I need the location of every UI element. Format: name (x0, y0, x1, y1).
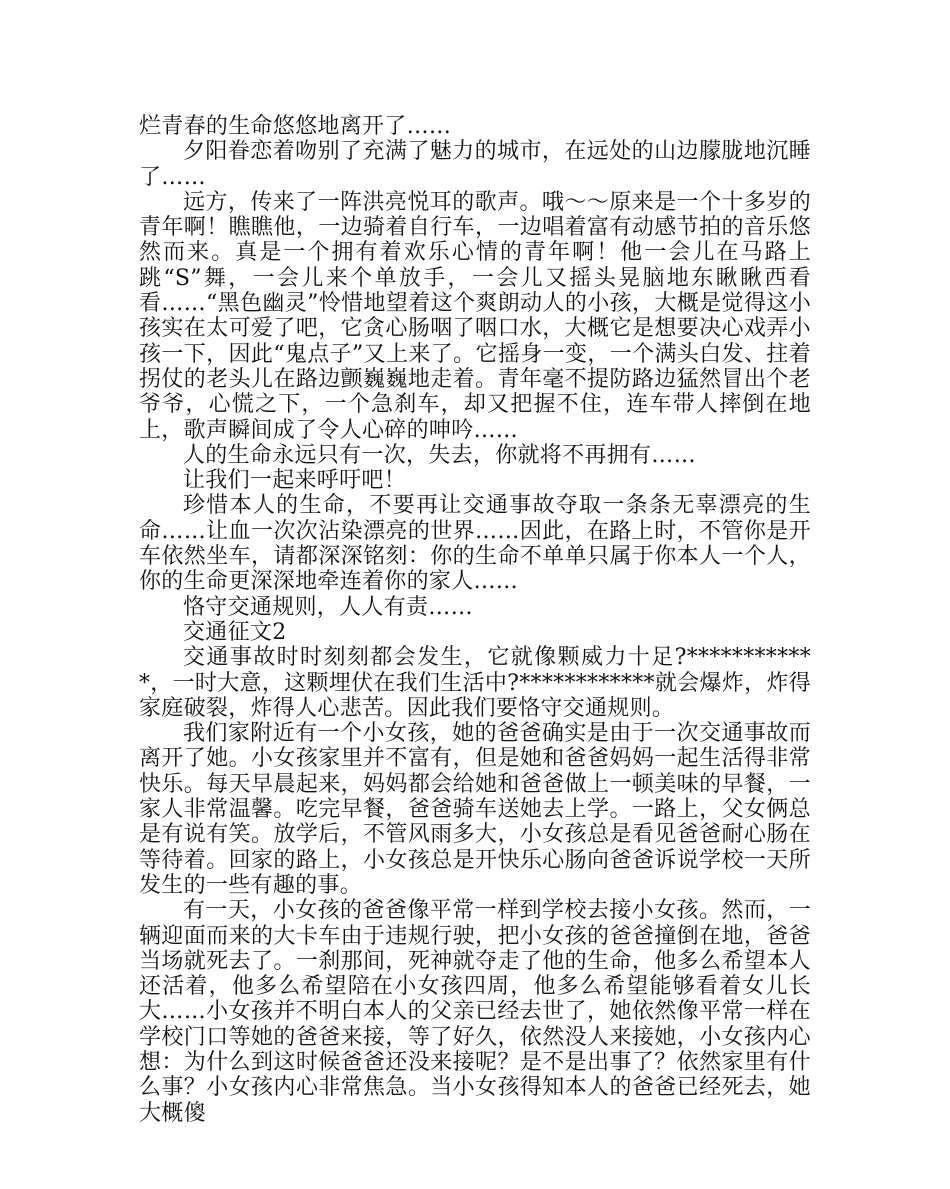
paragraph-5: 让我们一起来呼吁吧！ (183, 468, 407, 494)
paragraph-6: 珍惜本人的生命，不要再让交通事故夺取一条条无辜漂亮的生命……让血一次次沾染漂亮的世界……因此，在路上时，不管你是开车依然坐车，请都深深铭刻：你的生命不单单只属于你本人一个人，你的生命更深深地牵连着你的家人…… (139, 493, 811, 595)
paragraph-2: 夕阳眷恋着吻别了充满了魅力的城市，在远处的山边朦胧地沉睡了…… (139, 139, 811, 190)
document-body (139, 114, 811, 1126)
paragraph-3: 远方，传来了一阵洪亮悦耳的歌声。哦～～原来是一个十多岁的青年啊！瞧瞧他，一边骑着自行车，一边唱着富有动感节拍的音乐悠然而来。真是一个拥有着欢乐心情的青年啊！他一会儿在马路上跳“S”舞，一会儿来个单放手，一会儿又摇头晃脑地东瞅瞅西看看……“黑色幽灵”怜惜地望着这个爽朗动人的小孩，大概是觉得这小孩实在太可爱了吧，它贪心肠咽了咽口水，大概它是想要决心戏弄小孩一下，因此“鬼点子”又上来了。它摇身一变，一个满头白发、拄着拐仗的老头儿在路边颤巍巍地走着。青年毫不提防路边猛然冒出个老爷爷，心慌之下，一个急刹车，却又把握不住，连车带人摔倒在地上，歌声瞬间成了令人心碎的呻吟…… (139, 189, 811, 443)
paragraph-7: 恪守交通规则，人人有责…… (183, 594, 473, 620)
section-heading: 交通征文2 (183, 619, 287, 645)
paragraph-9: 交通事故时时刻刻都会发生，它就像颗威力十足?************，一时大意，这颗埋伏在我们生活中?************就会爆炸，炸得家庭破裂，炸得人心悲苦。因此我们要恪守交通规则。 (139, 645, 811, 721)
paragraph-4: 人的生命永远只有一次，失去，你就将不再拥有…… (183, 442, 696, 468)
paragraph-1: 烂青春的生命悠悠地离开了…… (139, 114, 452, 139)
paragraph-11: 有一天，小女孩的爸爸像平常一样到学校去接小女孩。然而，一辆迎面而来的大卡车由于违规行驶，把小女孩的爸爸撞倒在地，爸爸当场就死去了。一刹那间，死神就夺走了他的生命，他多么希望本人还活着，他多么希望陪在小女孩四周，他多么希望能够看着女儿长大……小女孩并不明白本人的父亲已经去世了，她依然像平常一样在学校门口等她的爸爸来接，等了好久，依然没人来接她，小女孩内心想：为什么到这时候爸爸还没来接呢？是不是出事了？依然家里有什么事？小女孩内心非常焦急。当小女孩得知本人的爸爸已经死去，她大概傻 (139, 898, 811, 1126)
paragraph-10: 我们家附近有一个小女孩，她的爸爸确实是由于一次交通事故而离开了她。小女孩家里并不富有，但是她和爸爸妈妈一起生活得非常快乐。每天早晨起来，妈妈都会给她和爸爸做上一顿美味的早餐，一家人非常温馨。吃完早餐，爸爸骑车送她去上学。一路上，父女俩总是有说有笑。放学后，不管风雨多大，小女孩总是看见爸爸耐心肠在等待着。回家的路上，小女孩总是开快乐心肠向爸爸诉说学校一天所发生的一些有趣的事。 (139, 721, 811, 898)
